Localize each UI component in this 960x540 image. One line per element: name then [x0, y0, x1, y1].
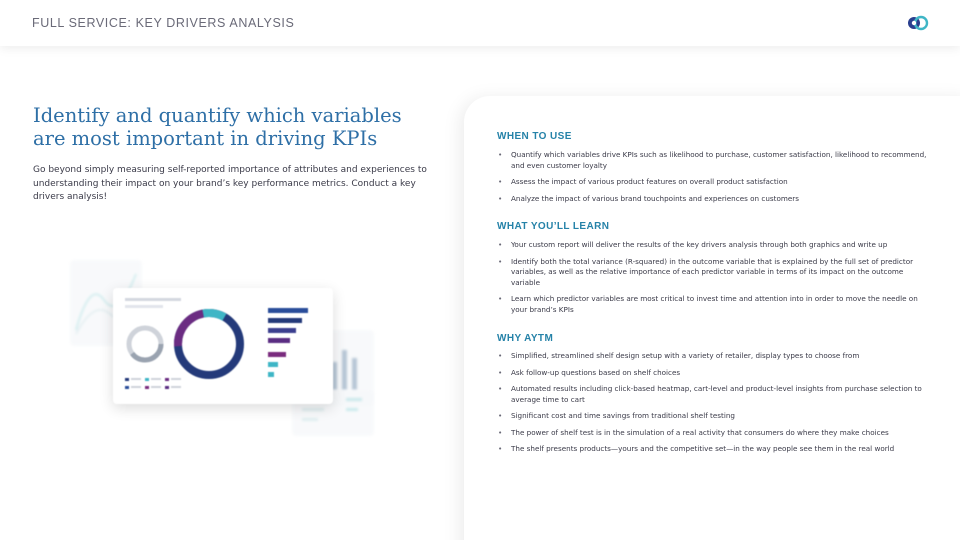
intro-paragraph: Go beyond simply measuring self-reported importance of attributes and experiences to understanding their impact on your brand’s key performance metrics. Conduct a key drivers analysis!	[33, 165, 427, 202]
top-bar	[0, 0, 960, 46]
headline-line-1: Identify and quantify which variables	[33, 104, 402, 127]
page-header-title: FULL SERVICE: KEY DRIVERS ANALYSIS	[32, 16, 295, 30]
list-item: • Automated results including click-based heatmap, cart-level and product-level insights from purchase selection to average time to cart	[497, 384, 927, 405]
when-to-use-list	[497, 150, 927, 210]
why-aytm-list	[497, 351, 927, 461]
dashboard-card	[113, 288, 333, 404]
list-item: • Learn which predictor variables are most critical to invest time and attention into in order to move the needle on your brand’s KPIs	[497, 294, 927, 315]
list-item: • Assess the impact of various product features on overall product satisfaction	[497, 177, 927, 188]
aytm-logo-icon	[906, 13, 930, 33]
what-youll-learn-list	[497, 240, 927, 321]
list-item: • Significant cost and time savings from traditional shelf testing	[497, 411, 927, 422]
list-item: • Analyze the impact of various brand touchpoints and experiences on customers	[497, 194, 927, 205]
list-item: • Simplified, streamlined shelf design setup with a variety of retailer, display types to choose from	[497, 351, 927, 362]
list-item: • Ask follow-up questions based on shelf choices	[497, 368, 927, 379]
list-item: • Your custom report will deliver the results of the key drivers analysis through both graphics and write up	[497, 240, 927, 251]
section-title-when-to-use: WHEN TO USE	[497, 131, 572, 142]
section-title-why-aytm: WHY AYTM	[497, 333, 554, 344]
list-item: • The shelf presents products—yours and the competitive set—in the way people see them in the real world	[497, 444, 927, 455]
section-title-what-youll-learn: WHAT YOU’LL LEARN	[497, 221, 610, 232]
dashboard-illustration	[60, 250, 390, 450]
list-item: • Quantify which variables drive KPIs such as likelihood to purchase, customer satisfaction, likelihood to recommend, and even customer loyalty	[497, 150, 927, 171]
list-item: • Identify both the total variance (R-squared) in the outcome variable that is explained by the full set of predictor variables, as well as the relative importance of each predictor variable in terms of its impact on the outcome variable	[497, 257, 927, 289]
headline	[33, 104, 433, 150]
list-item: • The power of shelf test is in the simulation of a real activity that consumers do where they make choices	[497, 428, 927, 439]
headline-line-2: are most important in driving KPIs	[33, 127, 378, 150]
